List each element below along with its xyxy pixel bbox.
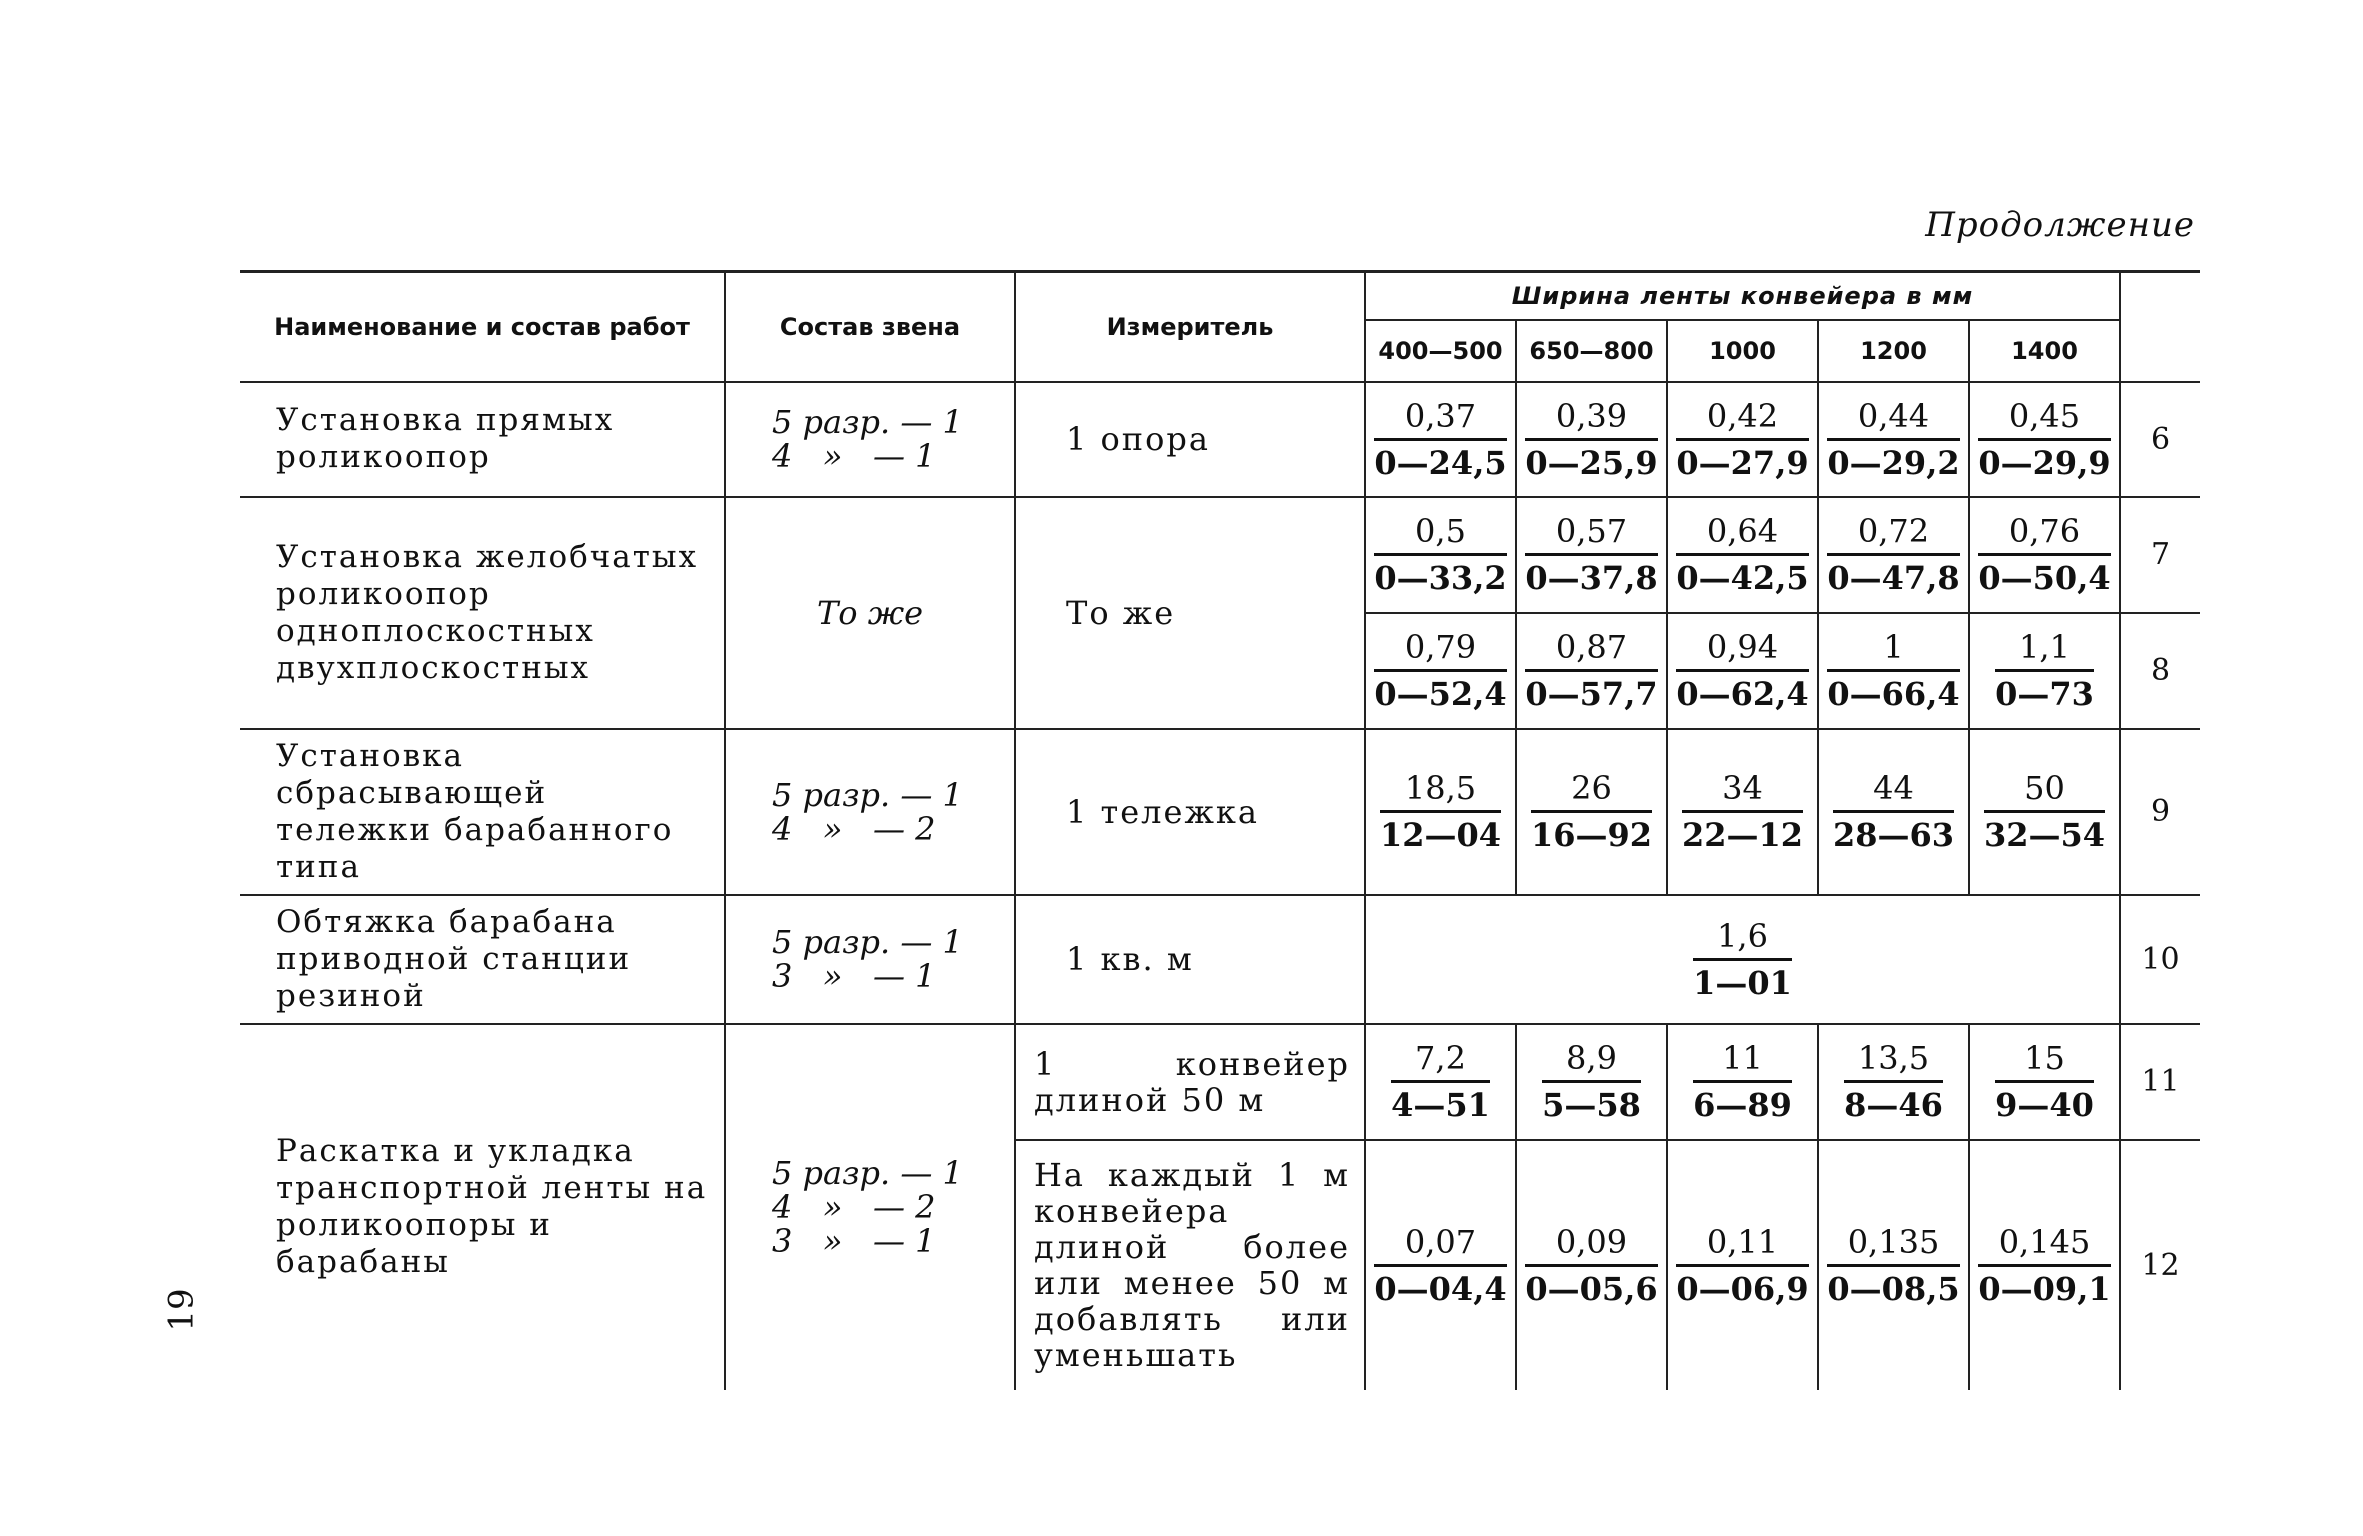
rate: 0—73 xyxy=(1995,675,2094,713)
norm-time: 26 xyxy=(1531,768,1652,813)
crew-composition xyxy=(725,1024,1015,1390)
crew-line: 4 » — 2 xyxy=(772,809,936,848)
value-cell xyxy=(1516,497,1667,613)
work-name: Установка желобчатых роликоопор одноплоскостных двухплоскостных xyxy=(240,497,725,729)
table-row xyxy=(240,497,2200,613)
crew-line: 5 разр. — 1 xyxy=(772,403,963,441)
continuation-label: Продолжение xyxy=(1925,205,2195,245)
table-row xyxy=(240,382,2200,497)
header-width-650-800: 650—800 xyxy=(1516,320,1667,382)
norm-time: 1 xyxy=(1827,627,1959,672)
rate: 0—62,4 xyxy=(1676,675,1809,713)
rate: 12—04 xyxy=(1379,816,1502,854)
meter-text: 1 кв. м xyxy=(1066,940,1194,978)
rate: 0—06,9 xyxy=(1676,1269,1809,1308)
table-row xyxy=(240,895,2200,1024)
row-number: 10 xyxy=(2120,895,2200,1024)
value-cell xyxy=(1667,729,1818,895)
value-cell xyxy=(1516,729,1667,895)
norm-time: 0,79 xyxy=(1374,627,1506,672)
rate: 4—51 xyxy=(1391,1086,1490,1124)
crew-line: 5 разр. — 1 xyxy=(772,1154,963,1192)
norm-time: 0,11 xyxy=(1676,1222,1808,1267)
value-cell xyxy=(1667,1024,1818,1140)
rate: 0—33,2 xyxy=(1374,559,1507,597)
norm-time: 0,45 xyxy=(1978,396,2110,441)
value-cell xyxy=(1516,1140,1667,1390)
crew-line: 3 » — 1 xyxy=(772,957,936,995)
rate: 5—58 xyxy=(1542,1086,1641,1124)
value-cell xyxy=(1365,1140,1516,1390)
header-work-name: Наименование и состав работ xyxy=(240,272,725,382)
value-cell xyxy=(1969,1140,2120,1390)
header-belt-width: Ширина ленты конвейера в мм xyxy=(1365,272,2120,320)
rate: 0—42,5 xyxy=(1676,559,1809,597)
crew-line: 5 разр. — 1 xyxy=(772,923,963,961)
table-row xyxy=(240,729,2200,895)
rate: 0—09,1 xyxy=(1978,1269,2111,1308)
rate: 0—66,4 xyxy=(1827,675,1960,713)
value-cell xyxy=(1969,1024,2120,1140)
rate: 6—89 xyxy=(1693,1086,1792,1124)
header-width-400-500: 400—500 xyxy=(1365,320,1516,382)
value-cell xyxy=(1969,613,2120,729)
header-meter: Измеритель xyxy=(1015,272,1365,382)
rate: 0—52,4 xyxy=(1374,675,1507,713)
norm-time: 1,1 xyxy=(1995,627,2094,672)
norm-time: 50 xyxy=(1984,768,2105,813)
rate: 0—29,9 xyxy=(1978,443,2111,482)
norm-time: 13,5 xyxy=(1844,1038,1943,1083)
rate: 0—04,4 xyxy=(1374,1269,1507,1308)
crew-composition xyxy=(725,895,1015,1024)
row-number: 9 xyxy=(2120,729,2200,895)
rate: 0—37,8 xyxy=(1525,559,1658,597)
header-crew: Состав звена xyxy=(725,272,1015,382)
norm-time: 0,145 xyxy=(1978,1222,2110,1267)
rate: 22—12 xyxy=(1681,816,1804,854)
work-name: Установка сбрасывающей тележки барабанного типа xyxy=(240,729,725,895)
work-name: Раскатка и укладка транспортной ленты на роликоопоры и барабаны xyxy=(240,1024,725,1390)
rate: 0—29,2 xyxy=(1827,443,1960,482)
header-row-number xyxy=(2120,272,2200,382)
value-cell xyxy=(1365,729,1516,895)
value-cell xyxy=(1969,382,2120,497)
rate: 0—27,9 xyxy=(1676,443,1809,482)
value-cell xyxy=(1969,729,2120,895)
norm-time: 0,76 xyxy=(1978,511,2110,556)
row-number: 6 xyxy=(2120,382,2200,497)
rate: 0—05,6 xyxy=(1525,1269,1658,1308)
norm-time: 0,72 xyxy=(1827,511,1959,556)
row-number: 8 xyxy=(2120,613,2200,729)
value-cell xyxy=(1969,497,2120,613)
rate: 28—63 xyxy=(1832,816,1955,854)
rate: 0—25,9 xyxy=(1525,443,1658,482)
norm-time: 34 xyxy=(1682,768,1803,813)
norm-time: 0,57 xyxy=(1525,511,1657,556)
value-cell xyxy=(1667,497,1818,613)
norm-time: 0,07 xyxy=(1374,1222,1506,1267)
rate: 16—92 xyxy=(1530,816,1653,854)
norm-time: 18,5 xyxy=(1380,768,1501,813)
crew-line: 4 » — 1 xyxy=(772,437,936,475)
value-cell xyxy=(1365,1024,1516,1140)
header-width-1200: 1200 xyxy=(1818,320,1969,382)
rate: 0—24,5 xyxy=(1374,443,1507,482)
value-cell xyxy=(1818,1024,1969,1140)
crew-line: 3 » — 1 xyxy=(772,1222,936,1260)
norm-time: 0,87 xyxy=(1525,627,1657,672)
meter: На каждый 1 м конвейера длиной более или менее 50 м добавлять или уменьшать xyxy=(1015,1140,1365,1390)
norm-time: 44 xyxy=(1833,768,1954,813)
crew-composition xyxy=(725,497,1015,729)
crew-line: 4 » — 2 xyxy=(772,1188,936,1226)
norm-time: 0,64 xyxy=(1676,511,1808,556)
header-width-1000: 1000 xyxy=(1667,320,1818,382)
norm-time: 0,37 xyxy=(1374,396,1506,441)
value-cell xyxy=(1667,382,1818,497)
rate: 0—50,4 xyxy=(1978,559,2111,597)
norm-time: 8,9 xyxy=(1542,1038,1641,1083)
meter: 1 конвейер длиной 50 м xyxy=(1015,1024,1365,1140)
rate: 1—01 xyxy=(1693,963,1792,1002)
value-cell xyxy=(1365,497,1516,613)
table-row xyxy=(240,1024,2200,1140)
row-number: 11 xyxy=(2120,1024,2200,1140)
norms-table xyxy=(240,270,2200,1390)
norm-time: 0,09 xyxy=(1525,1222,1657,1267)
page-number: 19 xyxy=(161,1288,202,1332)
value-cell xyxy=(1667,613,1818,729)
value-cell xyxy=(1818,497,1969,613)
value-cell xyxy=(1818,382,1969,497)
meter: 1 тележка xyxy=(1015,729,1365,895)
crew-line: 5 разр. — 1 xyxy=(772,775,963,814)
norm-time: 0,5 xyxy=(1374,511,1506,556)
value-cell xyxy=(1818,1140,1969,1390)
norm-time: 0,39 xyxy=(1525,396,1657,441)
value-cell xyxy=(1365,613,1516,729)
header-width-1400: 1400 xyxy=(1969,320,2120,382)
value-cell xyxy=(1516,613,1667,729)
norm-time: 0,42 xyxy=(1676,396,1808,441)
crew-composition xyxy=(725,382,1015,497)
norm-time: 11 xyxy=(1693,1038,1792,1083)
row-number: 12 xyxy=(2120,1140,2200,1390)
rate: 8—46 xyxy=(1844,1086,1943,1124)
rate: 0—08,5 xyxy=(1827,1269,1960,1308)
row-number: 7 xyxy=(2120,497,2200,613)
meter: То же xyxy=(1015,497,1365,729)
norm-time: 0,135 xyxy=(1827,1222,1959,1267)
value-cell xyxy=(1365,895,2120,1024)
norm-time: 1,6 xyxy=(1693,916,1792,961)
norm-time: 15 xyxy=(1995,1038,2094,1083)
meter xyxy=(1015,895,1365,1024)
rate: 9—40 xyxy=(1995,1086,2094,1124)
crew-line: То же xyxy=(816,593,924,632)
norm-time: 0,94 xyxy=(1676,627,1808,672)
work-name: Обтяжка барабана приводной станции резиной xyxy=(240,895,725,1024)
norm-time: 0,44 xyxy=(1827,396,1959,441)
value-cell xyxy=(1516,382,1667,497)
meter: 1 опора xyxy=(1015,382,1365,497)
rate: 0—57,7 xyxy=(1525,675,1658,713)
work-name: Установка прямых роликоопор xyxy=(240,382,725,497)
rate: 32—54 xyxy=(1983,816,2106,854)
crew-composition xyxy=(725,729,1015,895)
rate: 0—47,8 xyxy=(1827,559,1960,597)
value-cell xyxy=(1516,1024,1667,1140)
value-cell xyxy=(1818,613,1969,729)
norm-time: 7,2 xyxy=(1391,1038,1490,1083)
value-cell xyxy=(1818,729,1969,895)
value-cell xyxy=(1667,1140,1818,1390)
value-cell xyxy=(1365,382,1516,497)
